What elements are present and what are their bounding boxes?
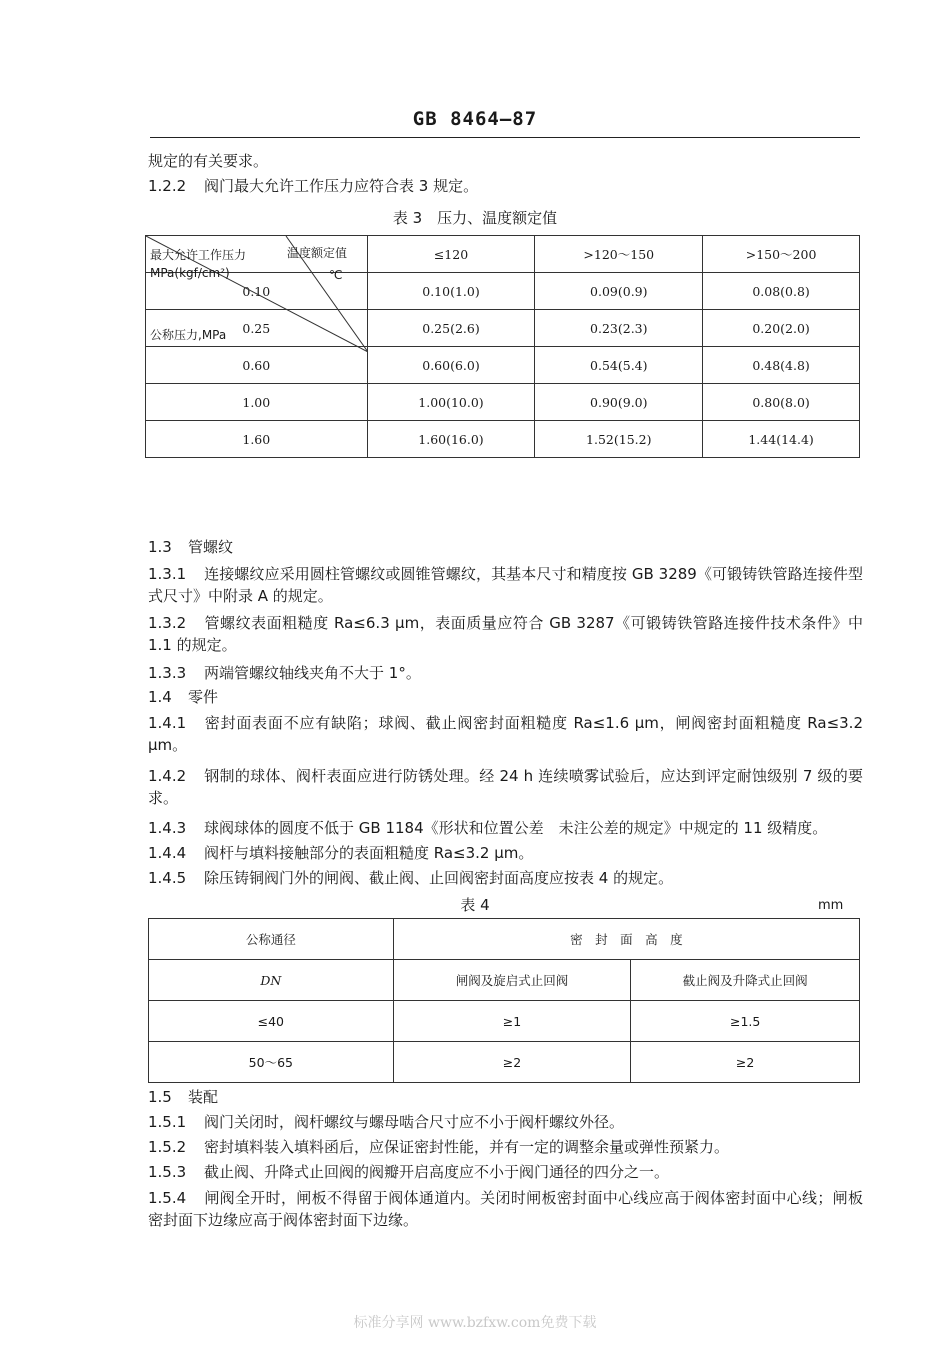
corner-pressure-label: 最大允许工作压力 [150, 248, 247, 262]
table4-header-nominal: 公称通径 [149, 919, 394, 960]
table4-header-seal: 密 封 面 高 度 [393, 919, 859, 960]
table3-cell: 0.80(8.0) [703, 384, 860, 421]
table3-nominal: 0.25 [146, 310, 368, 347]
clause-number: 1.2.2 [148, 177, 187, 195]
clause-text: 球阀球体的圆度不低于 GB 1184《形状和位置公差 未注公差的规定》中规定的 11 级精度。 [204, 819, 828, 837]
table4 [148, 918, 860, 1083]
table4-cell: ≥2 [631, 1042, 860, 1083]
table3-cell: 0.60(6.0) [367, 347, 535, 384]
section-title: 管螺纹 [188, 538, 234, 556]
clause-text: 除压铸铜阀门外的闸阀、截止阀、止回阀密封面高度应按表 4 的规定。 [204, 869, 674, 887]
corner-nominal-label: 公称压力,MPa [150, 328, 227, 342]
section-number: 1.5 [148, 1088, 172, 1106]
clause-number: 1.4.2 [148, 767, 187, 785]
clause-text: 钢制的球体、阀杆表面应进行防锈处理。经 24 h 连续喷雾试验后，应达到评定耐蚀级别 7 级的要求。 [148, 767, 863, 807]
watermark-footer: 标准分享网 www.bzfxw.com免费下载 [353, 1315, 597, 1331]
clause-1-5-1 [148, 1111, 863, 1133]
clause-text: 阀杆与填料接触部分的表面粗糙度 Ra≤3.2 μm。 [204, 844, 534, 862]
clause-number: 1.5.2 [148, 1138, 187, 1156]
clause-text: 闸阀全开时，闸板不得留于阀体通道内。关闭时闸板密封面中心线应高于阀体密封面中心线；闸板密封面下边缘应高于阀体密封面下边缘。 [148, 1189, 863, 1229]
table3-cell: 0.90(9.0) [535, 384, 703, 421]
table4-unit: mm [818, 898, 844, 913]
clause-text: 密封面表面不应有缺陷；球阀、截止阀密封面粗糙度 Ra≤1.6 μm，闸阀密封面粗糙度 Ra≤3.2 μm。 [148, 714, 863, 754]
table-row [146, 421, 860, 458]
table-row [146, 384, 860, 421]
clause-1-3-2 [148, 612, 863, 656]
document-header: GB 8464—87 [412, 108, 538, 130]
section-number: 1.3 [148, 538, 172, 556]
table3-cell: 1.44(14.4) [703, 421, 860, 458]
clause-1-3-1 [148, 563, 863, 607]
corner-temp-unit: ℃ [329, 268, 343, 282]
clause-1-2-2 [148, 175, 863, 197]
table-row [149, 1042, 860, 1083]
clause-text: 密封填料装入填料函后，应保证密封性能，并有一定的调整余量或弹性预紧力。 [204, 1138, 730, 1156]
clause-number: 1.5.1 [148, 1113, 187, 1131]
table4-cell: ≥1.5 [631, 1001, 860, 1042]
clause-1-4-2 [148, 765, 863, 809]
clause-text: 连接螺纹应采用圆柱管螺纹或圆锥管螺纹，其基本尺寸和精度按 GB 3289《可锻铸铁管路连接件型式尺寸》中附录 A 的规定。 [148, 565, 863, 605]
section-title: 零件 [188, 688, 219, 706]
table3-cell: 1.00(10.0) [367, 384, 535, 421]
clause-text: 阀门最大允许工作压力应符合表 3 规定。 [204, 177, 479, 195]
table3-nominal: 1.00 [146, 384, 368, 421]
section-1-3 [148, 536, 863, 558]
table3 [145, 235, 860, 458]
table4-caption: 表 4 [460, 896, 490, 914]
clause-1-4-4 [148, 842, 863, 864]
table3-cell: 0.23(2.3) [535, 310, 703, 347]
clause-1-5-2 [148, 1136, 863, 1158]
clause-number: 1.3.3 [148, 664, 187, 682]
table4-cell: ≤40 [149, 1001, 394, 1042]
table3-cell: 0.54(5.4) [535, 347, 703, 384]
section-1-5 [148, 1086, 863, 1108]
table-row [149, 1001, 860, 1042]
table3-cell: 0.48(4.8) [703, 347, 860, 384]
table4-cell: ≥2 [393, 1042, 631, 1083]
table3-cell: 0.08(0.8) [703, 273, 860, 310]
corner-temp-label: 温度额定值 [287, 246, 348, 260]
table4-cell: 50～65 [149, 1042, 394, 1083]
section-number: 1.4 [148, 688, 172, 706]
intro-line: 规定的有关要求。 [148, 152, 269, 170]
clause-number: 1.5.3 [148, 1163, 187, 1181]
table3-col-header: >150～200 [703, 236, 860, 273]
table3-cell: 0.20(2.0) [703, 310, 860, 347]
header-rule [150, 137, 860, 138]
table3-caption: 表 3 压力、温度额定值 [392, 209, 558, 227]
table3-nominal: 0.60 [146, 347, 368, 384]
clause-text: 截止阀、升降式止回阀的阀瓣开启高度应不小于阀门通径的四分之一。 [204, 1163, 670, 1181]
table3-cell: 0.10(1.0) [367, 273, 535, 310]
clause-text: 管螺纹表面粗糙度 Ra≤6.3 μm，表面质量应符合 GB 3287《可锻铸铁管路连接件技术条件》中 1.1 的规定。 [148, 614, 863, 654]
clause-1-5-3 [148, 1161, 863, 1183]
clause-number: 1.4.4 [148, 844, 187, 862]
clause-1-4-5 [148, 867, 863, 889]
section-title: 装配 [188, 1088, 219, 1106]
table3-cell: 0.09(0.9) [535, 273, 703, 310]
clause-number: 1.4.5 [148, 869, 187, 887]
table-row [146, 347, 860, 384]
table3-cell: 0.25(2.6) [367, 310, 535, 347]
table4-header-globe: 截止阀及升降式止回阀 [631, 960, 860, 1001]
clause-1-4-3 [148, 817, 863, 839]
table3-nominal: 0.10 [146, 273, 368, 310]
table4-cell: ≥1 [393, 1001, 631, 1042]
clause-number: 1.3.2 [148, 614, 187, 632]
table3-nominal: 1.60 [146, 421, 368, 458]
clause-number: 1.4.3 [148, 819, 187, 837]
table3-cell: 1.60(16.0) [367, 421, 535, 458]
clause-text: 阀门关闭时，阀杆螺纹与螺母啮合尺寸应不小于阀杆螺纹外径。 [204, 1113, 625, 1131]
table3-col-header: ≤120 [367, 236, 535, 273]
clause-1-3-3 [148, 662, 863, 684]
table4-header-dn: DN [149, 960, 394, 1001]
clause-number: 1.4.1 [148, 714, 187, 732]
clause-1-4-1 [148, 712, 863, 756]
clause-number: 1.5.4 [148, 1189, 187, 1207]
clause-number: 1.3.1 [148, 565, 187, 583]
table4-header-gate: 闸阀及旋启式止回阀 [393, 960, 631, 1001]
clause-1-5-4 [148, 1187, 863, 1231]
clause-text: 两端管螺纹轴线夹角不大于 1°。 [204, 664, 421, 682]
corner-pressure-unit: MPa(kgf/cm²) [150, 266, 230, 280]
table3-cell: 1.52(15.2) [535, 421, 703, 458]
table3-col-header: >120～150 [535, 236, 703, 273]
section-1-4 [148, 686, 863, 708]
